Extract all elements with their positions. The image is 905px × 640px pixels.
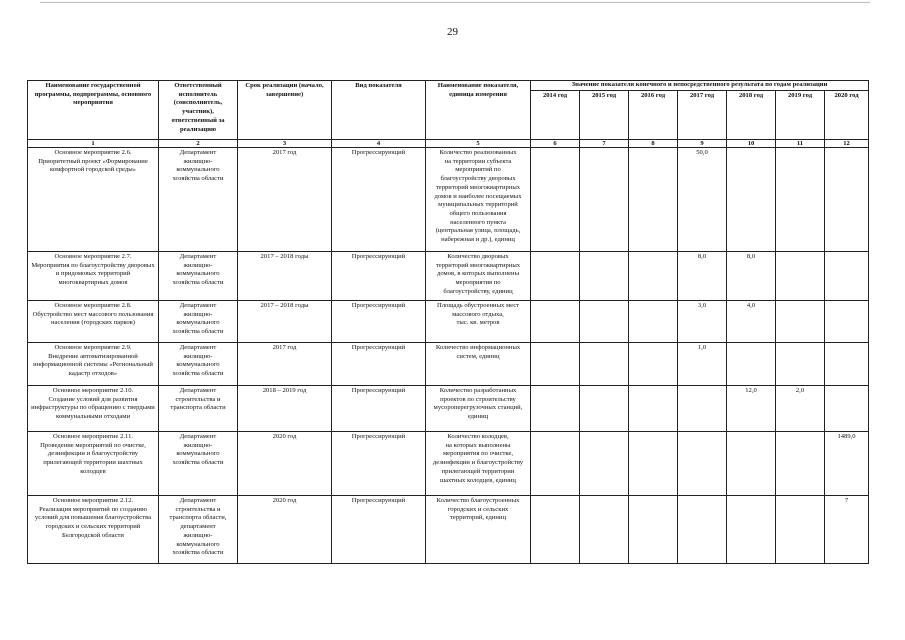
column-number: 2 xyxy=(159,140,238,148)
column-number: 9 xyxy=(678,140,727,148)
year-value-cell xyxy=(629,343,678,386)
period-cell: 2017 год xyxy=(238,148,332,252)
column-number: 8 xyxy=(629,140,678,148)
table-row xyxy=(28,343,869,386)
column-number: 7 xyxy=(580,140,629,148)
year-value-cell: 1489,0 xyxy=(825,432,869,496)
year-value-cell xyxy=(580,496,629,564)
header-year: 2017 год xyxy=(678,90,727,139)
column-number-row xyxy=(28,140,869,148)
year-value-cell xyxy=(629,496,678,564)
indicator-type-cell: Прогрессирующий xyxy=(332,386,426,432)
header-period: Срок реализации (начало, завершение) xyxy=(238,81,332,140)
year-value-cell: 4,0 xyxy=(727,301,776,343)
column-number: 1 xyxy=(28,140,159,148)
year-value-cell xyxy=(580,301,629,343)
year-value-cell xyxy=(678,496,727,564)
table-row xyxy=(28,252,869,301)
table-row xyxy=(28,432,869,496)
year-value-cell: 8,0 xyxy=(727,252,776,301)
header-values-group: Значение показателя конечного и непосредственного результата по годам реализации xyxy=(531,81,869,91)
year-value-cell xyxy=(776,496,825,564)
page-number: 29 xyxy=(447,26,458,38)
period-cell: 2017 – 2018 годы xyxy=(238,301,332,343)
indicator-type-cell: Прогрессирующий xyxy=(332,252,426,301)
indicator-name-cell: Количество дворовых территорий многоквартирных домов, в которых выполнены мероприятия по благоустройству, единиц xyxy=(426,252,531,301)
table-row xyxy=(28,496,869,564)
year-value-cell xyxy=(776,343,825,386)
year-value-cell xyxy=(531,432,580,496)
indicator-type-cell: Прогрессирующий xyxy=(332,343,426,386)
year-value-cell xyxy=(580,252,629,301)
year-value-cell xyxy=(776,252,825,301)
header-row-top xyxy=(28,81,869,91)
program-cell: Основное мероприятие 2.11. Проведение мероприятий по очистке, дезинфекции и благоустройству прилегающей территории шахтных колодцев xyxy=(28,432,159,496)
executor-cell: Департамент жилищно- коммунального хозяйства области xyxy=(159,148,238,252)
program-cell: Основное мероприятие 2.12. Реализация мероприятий по созданию условий для повышения благоустройства городских и сельских территорий Белгородской области xyxy=(28,496,159,564)
indicator-name-cell: Количество благоустроенных городских и сельских территорий, единиц xyxy=(426,496,531,564)
year-value-cell xyxy=(629,301,678,343)
year-value-cell: 12,0 xyxy=(727,386,776,432)
program-cell: Основное мероприятие 2.7. Мероприятия по благоустройству дворовых и придомовых территорий многоквартирных домов xyxy=(28,252,159,301)
executor-cell: Департамент жилищно- коммунального хозяйства области xyxy=(159,432,238,496)
indicator-name-cell: Количество информационных систем, единиц xyxy=(426,343,531,386)
year-value-cell xyxy=(531,496,580,564)
year-value-cell xyxy=(629,386,678,432)
year-value-cell xyxy=(531,343,580,386)
year-value-cell xyxy=(678,432,727,496)
table-row xyxy=(28,148,869,252)
indicator-type-cell: Прогрессирующий xyxy=(332,301,426,343)
year-value-cell xyxy=(629,432,678,496)
program-cell: Основное мероприятие 2.9. Внедрение автоматизированной информационной системы «Региональный кадастр отходов» xyxy=(28,343,159,386)
year-value-cell: 3,0 xyxy=(678,301,727,343)
executor-cell: Департамент жилищно- коммунального хозяйства области xyxy=(159,252,238,301)
indicator-name-cell: Площадь обустроенных мест массового отдыха, тыс. кв. метров xyxy=(426,301,531,343)
column-number: 4 xyxy=(332,140,426,148)
column-number: 10 xyxy=(727,140,776,148)
period-cell: 2017 год xyxy=(238,343,332,386)
year-value-cell xyxy=(531,386,580,432)
column-number: 3 xyxy=(238,140,332,148)
scan-top-edge xyxy=(40,2,870,3)
header-indicator-type: Вид показателя xyxy=(332,81,426,140)
year-value-cell: 8,0 xyxy=(678,252,727,301)
period-cell: 2018 – 2019 год xyxy=(238,386,332,432)
table-row xyxy=(28,386,869,432)
indicators-table xyxy=(27,80,869,564)
header-year: 2018 год xyxy=(727,90,776,139)
period-cell: 2020 год xyxy=(238,432,332,496)
year-value-cell xyxy=(825,148,869,252)
header-year: 2016 год xyxy=(629,90,678,139)
year-value-cell xyxy=(580,432,629,496)
executor-cell: Департамент строительства и транспорта области xyxy=(159,386,238,432)
header-year: 2019 год xyxy=(776,90,825,139)
header-year: 2020 год xyxy=(825,90,869,139)
year-value-cell xyxy=(580,148,629,252)
year-value-cell xyxy=(727,148,776,252)
column-number: 12 xyxy=(825,140,869,148)
executor-cell: Департамент жилищно- коммунального хозяйства области xyxy=(159,343,238,386)
year-value-cell xyxy=(776,432,825,496)
executor-cell: Департамент жилищно- коммунального хозяйства области xyxy=(159,301,238,343)
indicator-name-cell: Количество реализованных на территории субъекта мероприятий по благоустройству дворовых территорий многоквартирных домов и наиболее посещаемых муниципальных территорий общего пользования населенного пункта (центральная улица, площадь, набережная и др.), единиц xyxy=(426,148,531,252)
year-value-cell xyxy=(531,301,580,343)
indicator-name-cell: Количество разработанных проектов по строительству мусороперегрузочных станций, единиц xyxy=(426,386,531,432)
year-value-cell xyxy=(580,386,629,432)
year-value-cell xyxy=(727,432,776,496)
indicator-name-cell: Количество колодцев, на которых выполнены мероприятия по очистке, дезинфекции и благоустройству прилегающей территории шахтных колодцев, единиц xyxy=(426,432,531,496)
year-value-cell: 1,0 xyxy=(678,343,727,386)
year-value-cell xyxy=(727,343,776,386)
year-value-cell xyxy=(531,252,580,301)
program-cell: Основное мероприятие 2.6. Приоритетный проект «Формирование комфортной городской среды» xyxy=(28,148,159,252)
indicator-type-cell: Прогрессирующий xyxy=(332,432,426,496)
year-value-cell xyxy=(776,148,825,252)
column-number: 6 xyxy=(531,140,580,148)
table-row xyxy=(28,301,869,343)
header-year: 2014 год xyxy=(531,90,580,139)
header-year: 2015 год xyxy=(580,90,629,139)
year-value-cell xyxy=(825,252,869,301)
year-value-cell xyxy=(629,148,678,252)
year-value-cell xyxy=(825,301,869,343)
year-value-cell: 50,0 xyxy=(678,148,727,252)
column-number: 11 xyxy=(776,140,825,148)
period-cell: 2017 – 2018 годы xyxy=(238,252,332,301)
indicator-type-cell: Прогрессирующий xyxy=(332,148,426,252)
year-value-cell xyxy=(531,148,580,252)
executor-cell: Департамент строительства и транспорта области, департамент жилищно- коммунального хозяйства области xyxy=(159,496,238,564)
year-value-cell: 7 xyxy=(825,496,869,564)
year-value-cell: 2,0 xyxy=(776,386,825,432)
year-value-cell xyxy=(825,343,869,386)
year-value-cell xyxy=(580,343,629,386)
year-value-cell xyxy=(825,386,869,432)
year-value-cell xyxy=(727,496,776,564)
period-cell: 2020 год xyxy=(238,496,332,564)
year-value-cell xyxy=(776,301,825,343)
header-executor: Ответственный исполнитель (соисполнитель, участник), ответственный за реализацию xyxy=(159,81,238,140)
program-cell: Основное мероприятие 2.10. Создание условий для развития инфраструктуры по обращению с твердыми коммунальными отходами xyxy=(28,386,159,432)
indicator-type-cell: Прогрессирующий xyxy=(332,496,426,564)
program-cell: Основное мероприятие 2.8. Обустройство мест массового пользования населения (городских парков) xyxy=(28,301,159,343)
year-value-cell xyxy=(678,386,727,432)
column-number: 5 xyxy=(426,140,531,148)
year-value-cell xyxy=(629,252,678,301)
header-indicator-name: Наименование показателя, единица измерения xyxy=(426,81,531,140)
header-program: Наименование государственной программы, подпрограммы, основного мероприятия xyxy=(28,81,159,140)
